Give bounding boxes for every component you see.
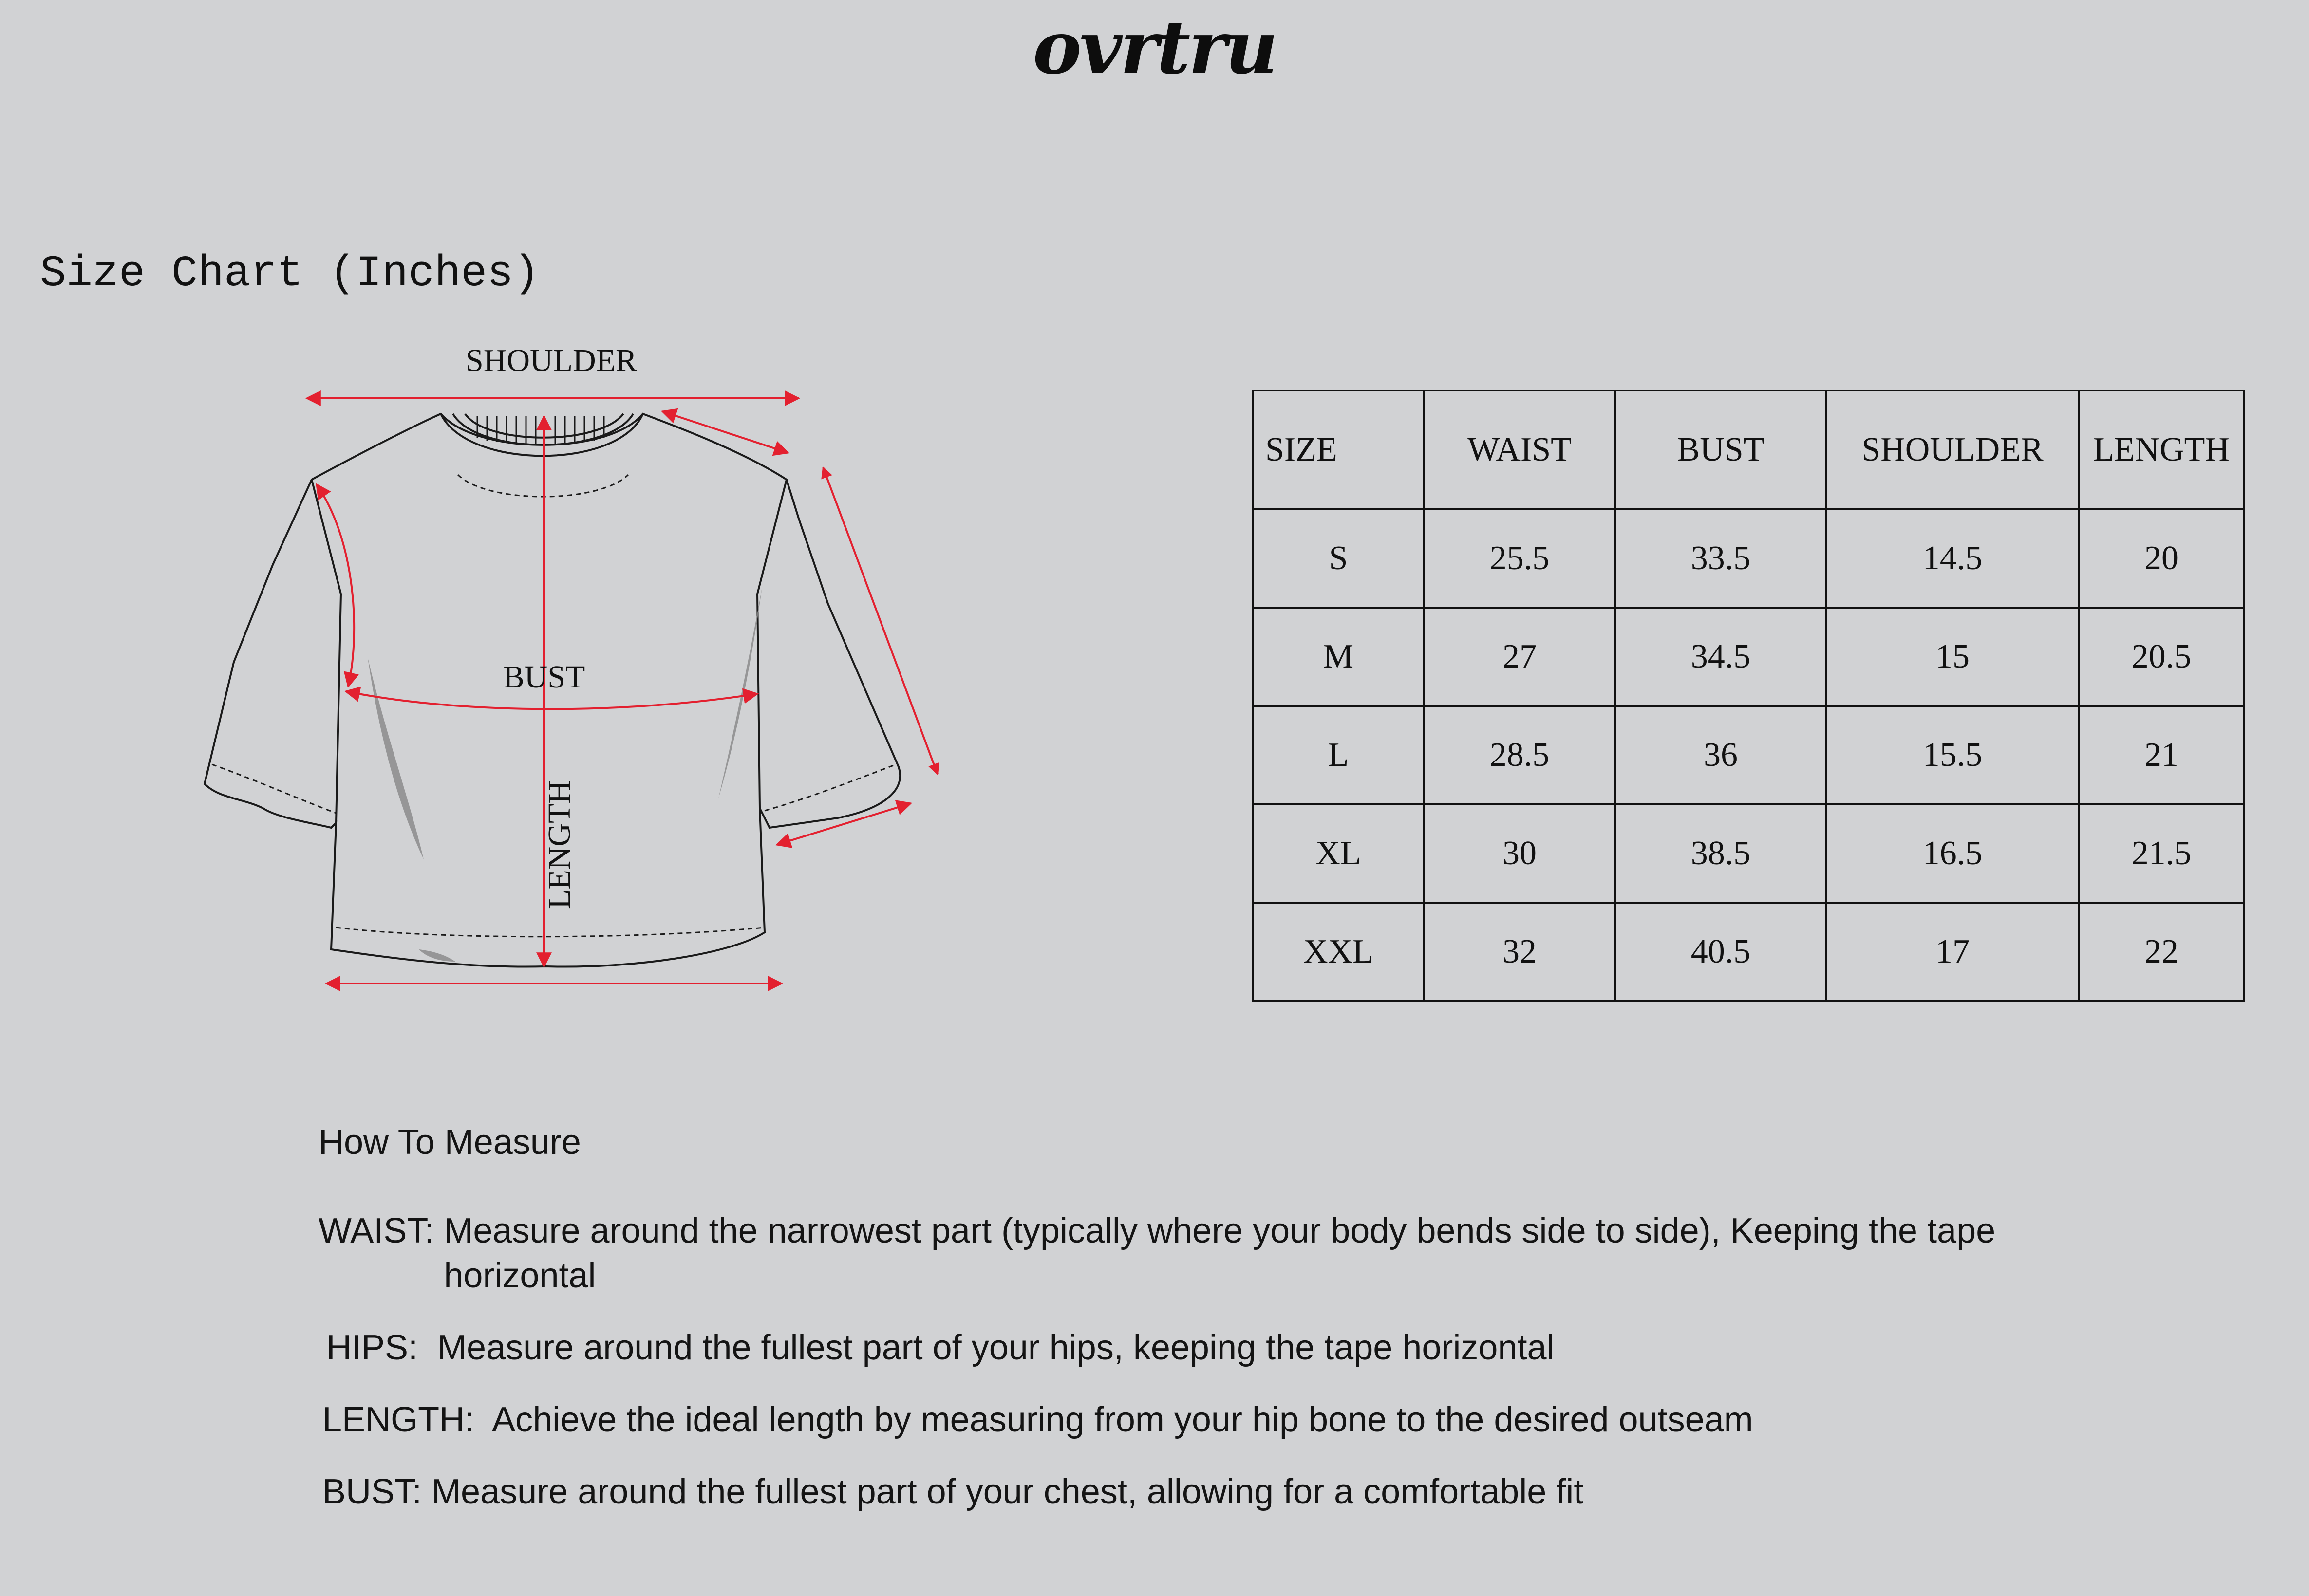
cell-waist: 28.5 xyxy=(1424,706,1615,804)
cell-length: 21.5 xyxy=(2079,804,2244,903)
length-label: LENGTH xyxy=(542,780,577,909)
cell-bust: 36 xyxy=(1615,706,1826,804)
size-table xyxy=(1252,390,2245,1002)
measure-text: Measure around the fullest part of your hips, keeping the tape horizontal xyxy=(437,1328,1555,1367)
measure-text: Measure around the fullest part of your chest, allowing for a comfortable fit xyxy=(432,1472,1584,1511)
cell-waist: 25.5 xyxy=(1424,509,1615,608)
header-size: SIZE xyxy=(1253,390,1424,509)
cell-size: M xyxy=(1253,608,1424,706)
cell-size: XL xyxy=(1253,804,1424,903)
measure-label: HIPS: xyxy=(326,1328,438,1367)
armhole-arrow xyxy=(317,484,354,687)
measurement-arrows xyxy=(307,398,938,984)
table-row xyxy=(1253,804,2244,903)
cell-length: 21 xyxy=(2079,706,2244,804)
measure-item-bust xyxy=(319,1469,2072,1514)
cell-waist: 27 xyxy=(1424,608,1615,706)
cell-length: 20 xyxy=(2079,509,2244,608)
measure-label: LENGTH: xyxy=(322,1400,492,1439)
cell-shoulder: 15 xyxy=(1826,608,2079,706)
measure-text: Achieve the ideal length by measuring from your hip bone to the desired outseam xyxy=(492,1400,1753,1439)
cell-shoulder: 14.5 xyxy=(1826,509,2079,608)
table-header-row xyxy=(1253,390,2244,509)
how-to-measure-heading: How To Measure xyxy=(319,1123,581,1162)
cell-shoulder: 17 xyxy=(1826,903,2079,1001)
cell-size: XXL xyxy=(1253,903,1424,1001)
shoulder-label: SHOULDER xyxy=(465,343,638,378)
header-waist: WAIST xyxy=(1424,390,1615,509)
garment-diagram xyxy=(185,336,964,1018)
table-row xyxy=(1253,509,2244,608)
cell-size: L xyxy=(1253,706,1424,804)
cell-shoulder: 15.5 xyxy=(1826,706,2079,804)
cell-waist: 30 xyxy=(1424,804,1615,903)
cell-bust: 34.5 xyxy=(1615,608,1826,706)
cell-size: S xyxy=(1253,509,1424,608)
cell-bust: 33.5 xyxy=(1615,509,1826,608)
measure-text: Measure around the narrowest part (typically where your body bends side to side), Keeping the tape horizontal xyxy=(444,1211,1996,1295)
cell-waist: 32 xyxy=(1424,903,1615,1001)
collar-ribbing xyxy=(477,416,604,444)
how-to-measure-section xyxy=(319,1120,2072,1541)
brand-logo: ovrtru xyxy=(1032,5,1277,91)
cell-bust: 38.5 xyxy=(1615,804,1826,903)
measure-label: WAIST: xyxy=(319,1211,444,1250)
header-shoulder: SHOULDER xyxy=(1826,390,2079,509)
sleeve-length-arrow xyxy=(823,467,938,774)
page-title: Size Chart (Inches) xyxy=(40,249,540,299)
measure-item-length xyxy=(319,1397,2072,1442)
measure-label: BUST: xyxy=(322,1472,432,1511)
bust-label: BUST xyxy=(503,659,585,695)
header-bust: BUST xyxy=(1615,390,1826,509)
table-row xyxy=(1253,903,2244,1001)
cell-length: 22 xyxy=(2079,903,2244,1001)
measure-item-hips xyxy=(319,1325,2072,1370)
cell-bust: 40.5 xyxy=(1615,903,1826,1001)
cell-shoulder: 16.5 xyxy=(1826,804,2079,903)
table-row xyxy=(1253,608,2244,706)
measure-item-waist xyxy=(319,1208,2072,1298)
table-row xyxy=(1253,706,2244,804)
cell-length: 20.5 xyxy=(2079,608,2244,706)
header-length: LENGTH xyxy=(2079,390,2244,509)
